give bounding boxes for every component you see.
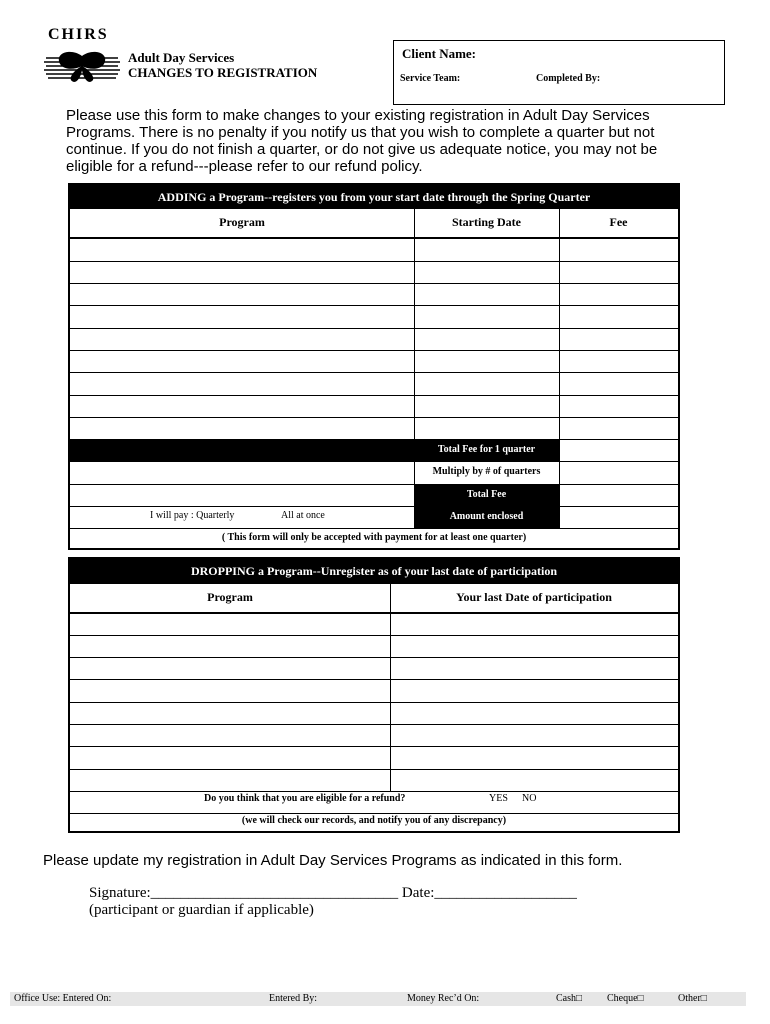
pay-quarterly-option[interactable]: I will pay : Quarterly (150, 510, 235, 521)
update-statement: Please update my registration in Adult Day Services Programs as indicated in this form. (43, 852, 623, 869)
office-cheque-checkbox[interactable]: Cheque□ (607, 993, 644, 1004)
dropping-row-rule (70, 813, 678, 814)
office-cash-checkbox[interactable]: Cash□ (556, 993, 583, 1004)
office-use-entered-on: Office Use: Entered On: (14, 993, 112, 1004)
adding-row-rule (70, 506, 678, 507)
org-name: Adult Day Services (128, 50, 235, 65)
dropping-col-program: Program (207, 590, 253, 604)
adding-row-rule (70, 484, 678, 485)
adding-row-rule (70, 261, 678, 262)
payment-note: ( This form will only be accepted with payment for at least one quarter) (221, 532, 527, 543)
office-use-bar (10, 992, 746, 1006)
office-money-received: Money Rec’d On: (407, 993, 480, 1004)
adding-row-rule (70, 461, 678, 462)
dropping-row-rule (70, 635, 678, 636)
adding-row-rule (70, 328, 678, 329)
amount-enclosed-label: Amount enclosed (414, 506, 559, 528)
adding-row-rule (70, 395, 678, 396)
adding-title: ADDING a Program--registers you from your start date through the Spring Quarter (70, 185, 678, 209)
adding-row-rule (70, 528, 678, 529)
adding-row-rule (70, 283, 678, 284)
logo-text: CHIRS (48, 26, 109, 43)
refund-no-option[interactable]: NO (522, 793, 537, 804)
adding-header-rule (70, 237, 678, 239)
adding-row-rule (70, 417, 678, 418)
dropping-row-rule (70, 702, 678, 703)
multiply-quarters-label: Multiply by # of quarters (432, 466, 541, 477)
client-info-box[interactable] (393, 40, 725, 105)
dropping-row-rule (70, 769, 678, 770)
form-title: CHANGES TO REGISTRATION (128, 65, 318, 80)
adding-col-rule (414, 209, 415, 528)
butterfly-logo-icon (44, 50, 120, 84)
dropping-row-rule (70, 791, 678, 792)
adding-row-rule (70, 372, 678, 373)
intro-paragraph: Please use this form to make changes to your existing registration in Adult Day Services Programs. There is no penalty if you notify us that you wish to complete a quarter but not continue. If you do not finish a quarter, or do not give us adequate notice, you may not be eligible for a refund---please refer to our refund policy. (66, 107, 658, 175)
adding-row-rule (70, 350, 678, 351)
dropping-row-rule (70, 657, 678, 658)
completed-by-label: Completed By: (536, 73, 601, 84)
records-note: (we will check our records, and notify you of any discrepancy) (241, 815, 507, 826)
adding-col-fee: Fee (609, 215, 628, 229)
service-team-label: Service Team: (400, 73, 461, 84)
office-entered-by: Entered By: (269, 993, 318, 1004)
dropping-header-rule (70, 612, 678, 614)
dropping-col-last-date: Your last Date of participation (456, 590, 612, 604)
dropping-row-rule (70, 679, 678, 680)
dropping-col-rule (390, 584, 391, 791)
adding-col-starting-date: Starting Date (452, 215, 521, 229)
dropping-row-rule (70, 724, 678, 725)
signature-note: (participant or guardian if applicable) (89, 902, 314, 918)
dropping-title: DROPPING a Program--Unregister as of your last date of participation (70, 559, 678, 584)
adding-col-program: Program (219, 215, 265, 229)
refund-yes-option[interactable]: YES (489, 793, 508, 804)
adding-table (68, 183, 680, 550)
total-fee-label: Total Fee (414, 484, 559, 506)
dropping-table (68, 557, 680, 833)
total-fee-quarter-label: Total Fee for 1 quarter (70, 439, 559, 461)
signature-date-line[interactable]: Signature:_________________________________ Date:___________________ (89, 885, 577, 901)
adding-row-rule (70, 305, 678, 306)
refund-question: Do you think that you are eligible for a refund? (204, 793, 406, 804)
adding-col-rule (559, 209, 560, 528)
pay-all-at-once-option[interactable]: All at once (281, 510, 325, 521)
client-name-label: Client Name: (402, 46, 477, 61)
office-other-checkbox[interactable]: Other□ (678, 993, 707, 1004)
dropping-row-rule (70, 746, 678, 747)
